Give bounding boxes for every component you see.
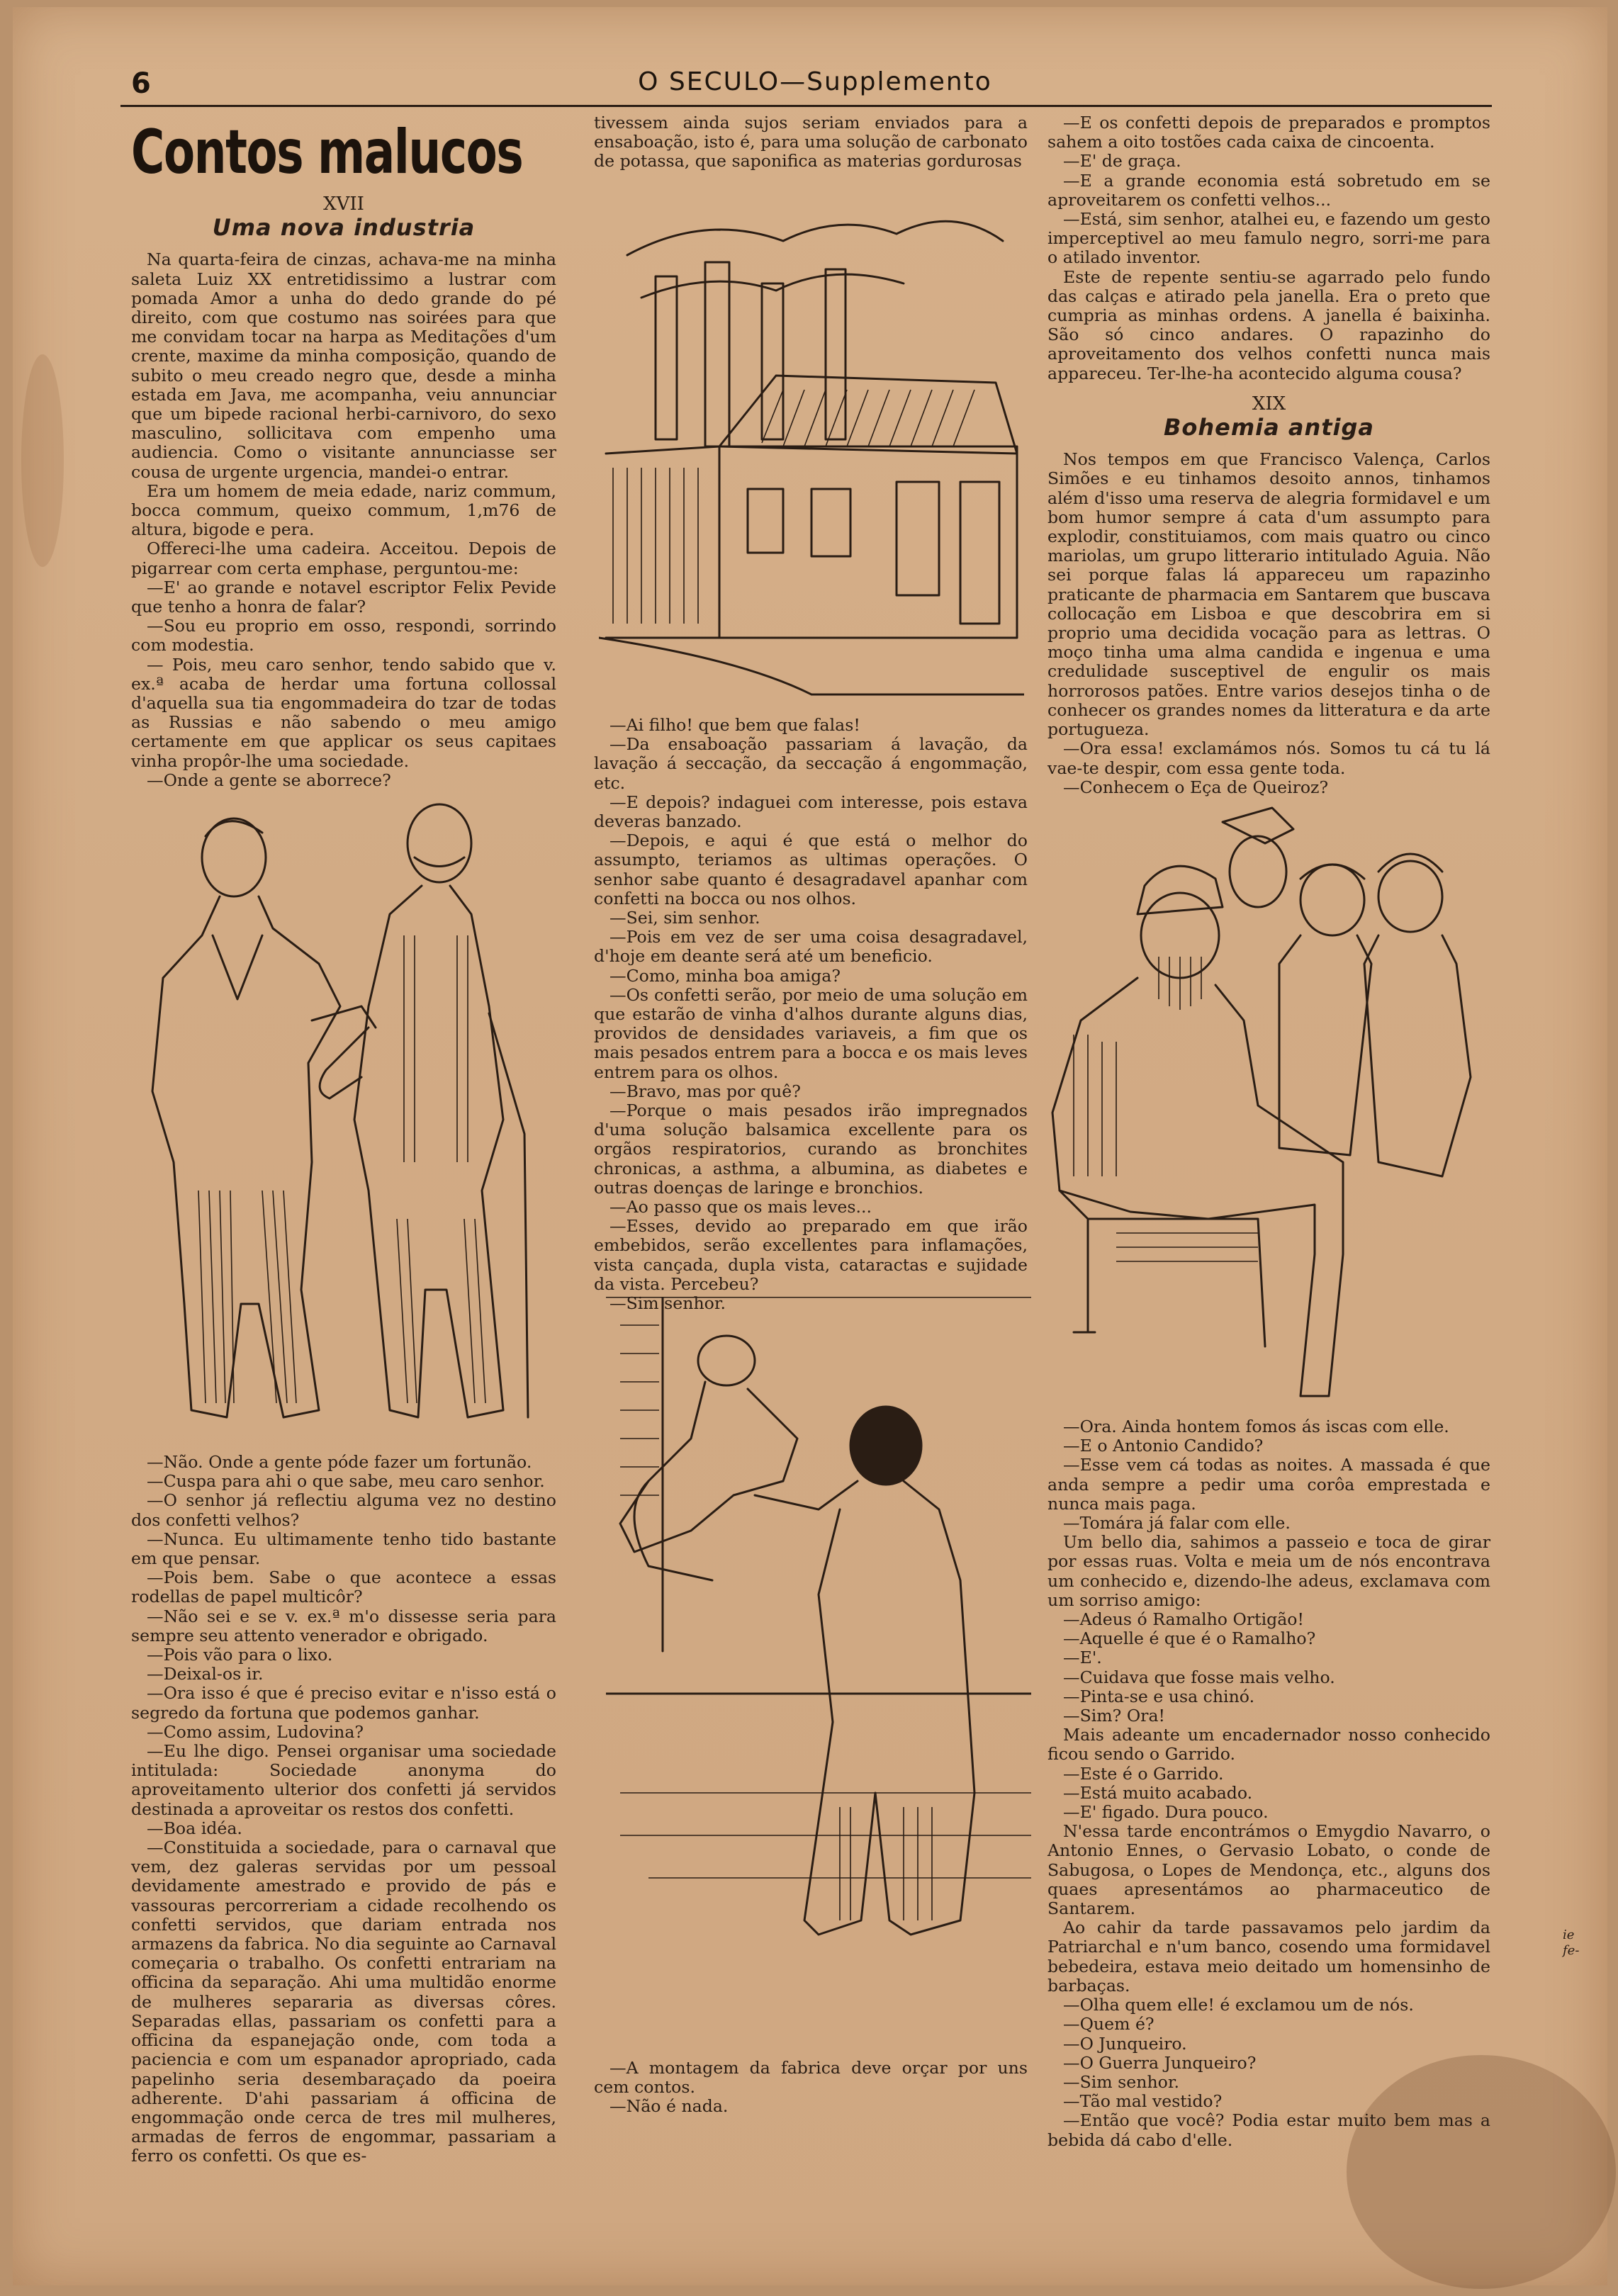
paragraph: Na quarta-feira de cinzas, achava-me na minha saleta Luiz XX entretidissimo a lustrar com pomada Amor a unha do dedo grande do pé direito, com que costumo nas soirées para que me convidam tocar na harpa as Meditações d'um crente, maxime da minha composição, quando de subito o meu creado negro que, desde a minha estada em Java, me acompanha, veiu annunciar que um bipede racional herbi-carnivoro, do sexo masculino, sollicitava com empenho uma audiencia. Como o visitante annunciasse ser cousa de urgente urgencia, mandei-o entrar. [131,249,556,482]
chapter-subtitle: Bohemia antiga [1163,414,1375,441]
article-title: Contos malucos [131,117,523,188]
paragraph: —E' de graça. [1063,151,1181,171]
paragraph: —Eu lhe digo. Pensei organisar uma sociedade intitulada: Sociedade anonyma do aproveitamento ulterior dos confetti já servidos destinada a aproveitar os restos dos confetti. [131,1741,556,1819]
paragraph: —E o Antonio Candido? [1063,1436,1264,1456]
paragraph: —Este é o Garrido. [1063,1763,1224,1784]
header-rule [120,105,1492,107]
chapter-number: XIX [1252,393,1286,415]
paragraph: tivessem ainda sujos seriam enviados para a ensaboação, isto é, para uma solução de carbonato de potassa, que saponifica as materias gordurosas [594,113,1028,171]
paragraph: Nos tempos em que Francisco Valença, Carlos Simões e eu tinhamos desoito annos, tinhamos além d'isso uma reserva de alegria formidavel e um bom humor sempre á cata d'um assumpto para explodir, constituiamos, com mais quatro ou cinco mariolas, um grupo litterario intitulado Aguia. Não sei porque falas lá appareceu um rapazinho praticante de pharmacia em Santarem que buscava collocação em Lisboa e que descobrira em si proprio uma decidida vocação para as lettras. O moço tinha uma alma candida e ingenua e uma credulidade susceptivel de engulir os mais horrorosos patões. Entre varios desejos tinha o de conhecer os grandes nomes da litteratura e da arte portugueza. [1047,449,1490,740]
paragraph: —Sim senhor. [609,1293,726,1314]
paragraph: —Depois, e aqui é que está o melhor do assumpto, teriamos as ultimas operações. O senhor sabe quanto é desagradavel apanhar com confetti na bocca ou nos olhos. [594,831,1028,908]
paragraph-group [131,250,556,790]
illustration-bohemian-group [1045,794,1492,1410]
newspaper-title: O SECULO—Supplemento [638,67,992,96]
paragraph: —Então que você? Podia estar muito bem mas a bebida dá cabo d'elle. [1047,2110,1490,2150]
illustration-two-men-talking [135,794,553,1435]
paragraph: —Como, minha boa amiga? [609,965,841,986]
paragraph: —Constituida a sociedade, para o carnaval que vem, dez galeras servidas por um pessoal devidamente amestrado e provido de pás e vassouras percorreriam a cidade recolhendo os confetti servidos, que dariam entrada nos armazens da fabrica. No dia seguinte ao Carnaval começaria o trabalho. Os confetti entrariam na officina da separação. Ahi uma multidão enorme de mulheres separaria as diversas côres. Separadas ellas, passariam os confetti para a officina da espanejação onde, com toda a paciencia e com um espanador apropriado, cada papelinho seria desembaraçado da poeira adherente. D'ahi passariam á officina de engommação onde cerca de tres mil mulheres, armadas de ferros de engommar, passariam a ferro os confetti. Os que es- [131,1838,556,2166]
paragraph: —Sei, sim senhor. [609,908,760,928]
paragraph: —Não. Onde a gente póde fazer um fortunão. [147,1452,532,1472]
margin-note: ie fe- [1563,1928,1580,1958]
paragraph: Ao cahir da tarde passavamos pelo jardim da Patriarchal e n'um banco, cosendo uma formidavel bebedeira, estava meio deitado um homensinho de barbaças. [1047,1918,1490,1996]
paragraph: —Ora. Ainda hontem fomos ás iscas com elle. [1063,1417,1449,1436]
paragraph: Era um homem de meia edade, nariz commum, bocca commum, queixo commum, 1,m76 de altura, bigode e pera. [131,480,556,540]
paragraph: —Tomára já falar com elle. [1063,1513,1291,1534]
paragraph: Um bello dia, sahimos a passeio e toca de girar por essas ruas. Volta e meia um de nós encontrava um conhecido e, dizendo-lhe adeus, exclamava com um sorriso amigo: [1047,1532,1490,1610]
paragraph: —E depois? indaguei com interesse, pois estava deveras banzado. [594,792,1028,832]
paragraph: —Aquelle é que é o Ramalho? [1063,1628,1316,1649]
paragraph: —Esse vem cá todas as noites. A massada é que anda sempre a pedir uma corôa emprestada e nunca mais paga. [1047,1455,1490,1514]
paragraph: —Ao passo que os mais leves... [609,1197,872,1217]
paragraph: —Quem é? [1063,2014,1154,2035]
illustration-man-thrown-from-window [606,1297,1031,2055]
paragraph: —Da ensaboação passariam á lavação, da lavação á seccação, da seccação á engommação, etc. [594,734,1028,793]
paragraph: —Porque o mais pesados irão impregnados d'uma solução balsamica excellente para os orgãos respiratorios, curando as bronchites chronicas, a asthma, a albumina, as diabetes e outras doenças de laringe e bronchios. [594,1101,1028,1198]
paragraph: —A montagem da fabrica deve orçar por uns cem contos. [594,2058,1028,2098]
paragraph: —Sim senhor. [1063,2071,1180,2092]
paragraph: —Pois bem. Sabe o que acontece a essas rodellas de papel multicôr? [131,1568,556,1607]
paragraph: —Esses, devido ao preparado em que irão embebidos, serão excellentes para inflamações, vista cançada, dupla vista, cataractas e sujidade da vista. Percebeu? [594,1216,1028,1294]
chapter-subtitle: Uma nova industria [212,214,476,242]
column-3-bottom [1047,1417,1490,2150]
paragraph: —E a grande economia está sobretudo em se aproveitarem os confetti velhos... [1047,170,1490,210]
paragraph: —Ora isso é que é preciso evitar e n'isso está o segredo da fortuna que podemos ganhar. [131,1683,556,1723]
paragraph: —Ai filho! que bem que falas! [609,715,860,735]
paragraph: —Adeus ó Ramalho Ortigão! [1063,1609,1304,1630]
column-3-top [1047,113,1490,797]
paragraph-group [1047,113,1490,383]
paragraph: —E os confetti depois de preparados e promptos sahem a oito tostões cada caixa de cincoenta. [1047,113,1490,152]
paragraph: Este de repente sentiu-se agarrado pelo fundo das calças e atirado pela janella. Era o preto que cumpria as minhas ordens. A janella é baixinha. São só cinco andares. O rapazinho do aproveitamento dos velhos confetti nunca mais appareceu. Ter-lhe-ha acontecido alguma cousa? [1047,266,1490,383]
paragraph: —Sim? Ora! [1063,1706,1165,1726]
page-number: 6 [131,67,152,100]
paragraph: —Nunca. Eu ultimamente tenho tido bastante em que pensar. [131,1529,556,1569]
paragraph: —Pois em vez de ser uma coisa desagradavel, d'hoje em deante será até um beneficio. [594,927,1028,967]
paragraph: —Olha quem elle! é exclamou um de nós. [1063,1995,1414,2015]
paragraph: —Cuspa para ahi o que sabe, meu caro senhor. [147,1471,545,1492]
page-stain [21,354,64,567]
paragraph: —Tão mal vestido? [1063,2091,1223,2112]
column-1-top [131,117,556,790]
paragraph: —Onde a gente se aborrece? [147,770,391,790]
paragraph: —Bravo, mas por quê? [609,1081,801,1101]
paragraph: Offereci-lhe uma cadeira. Acceitou. Depois de pigarrear com certa emphase, perguntou-me: [131,539,556,578]
illustration-factory [599,198,1024,702]
paragraph: —E' figado. Dura pouco. [1063,1802,1269,1823]
chapter-number: XVII [323,193,364,215]
paragraph: —Não sei e se v. ex.ª m'o dissesse seria para sempre seu attento venerador e obrigado. [131,1606,556,1645]
paragraph: —Deixal-os ir. [147,1664,264,1684]
paragraph: —Ora essa! exclamámos nós. Somos tu cá tu lá vae-te despir, com essa gente toda. [1047,738,1490,778]
column-2-top [594,113,1028,171]
paragraph: —Cuidava que fosse mais velho. [1063,1667,1335,1687]
paragraph: —Conhecem o Eça de Queiroz? [1063,777,1329,797]
paragraph: —Está, sim senhor, atalhei eu, e fazendo um gesto imperceptivel ao meu famulo negro, sorri-me para o atilado inventor. [1047,209,1490,268]
paragraph: —Boa idéa. [147,1818,242,1838]
paragraph: —Como assim, Ludovina? [147,1721,364,1742]
paragraph: N'essa tarde encontrámos o Emygdio Navarro, o Antonio Ennes, o Gervasio Lobato, o conde de Sabugosa, o Lopes de Mendonça, etc., alguns dos quaes apresentámos ao pharmaceutico de Santarem. [1047,1821,1490,1919]
paragraph: —Os confetti serão, por meio de uma solução em que estarão de vinha d'alhos durante alguns dias, providos de densidades variaveis, a fim que os mais pesados entrem para a bocca e os mais leves entrem para os olhos. [594,984,1028,1082]
paragraph: —Pinta-se e usa chinó. [1063,1686,1255,1706]
paragraph: —Está muito acabado. [1063,1782,1253,1803]
paragraph: —O senhor já reflectiu alguma vez no destino dos confetti velhos? [131,1490,556,1530]
column-1-bottom [131,1453,556,2166]
paragraph: — Pois, meu caro senhor, tendo sabido que v. ex.ª acaba de herdar uma fortuna collossal d'aquella sua tia engommadeira do tzar de todas as Russias e não sabendo o meu amigo certamente em que applicar os seus capitaes vinha propôr-lhe uma sociedade. [131,654,556,771]
column-2-mid [594,716,1028,1313]
paragraph: Mais adeante um encadernador nosso conhecido ficou sendo o Garrido. [1047,1725,1490,1765]
paragraph: —Não é nada. [609,2096,729,2117]
paragraph: —Pois vão para o lixo. [147,1645,333,1665]
paragraph: —E' ao grande e notavel escriptor Felix Pevide que tenho a honra de falar? [131,577,556,617]
paragraph: —O Junqueiro. [1063,2033,1187,2054]
paragraph-group [1047,450,1490,797]
paragraph: —O Guerra Junqueiro? [1063,2052,1257,2073]
column-2-bottom [594,2059,1028,2117]
paragraph: —E'. [1063,1648,1102,1668]
paragraph: —Sou eu proprio em osso, respondi, sorrindo com modestia. [131,616,556,655]
